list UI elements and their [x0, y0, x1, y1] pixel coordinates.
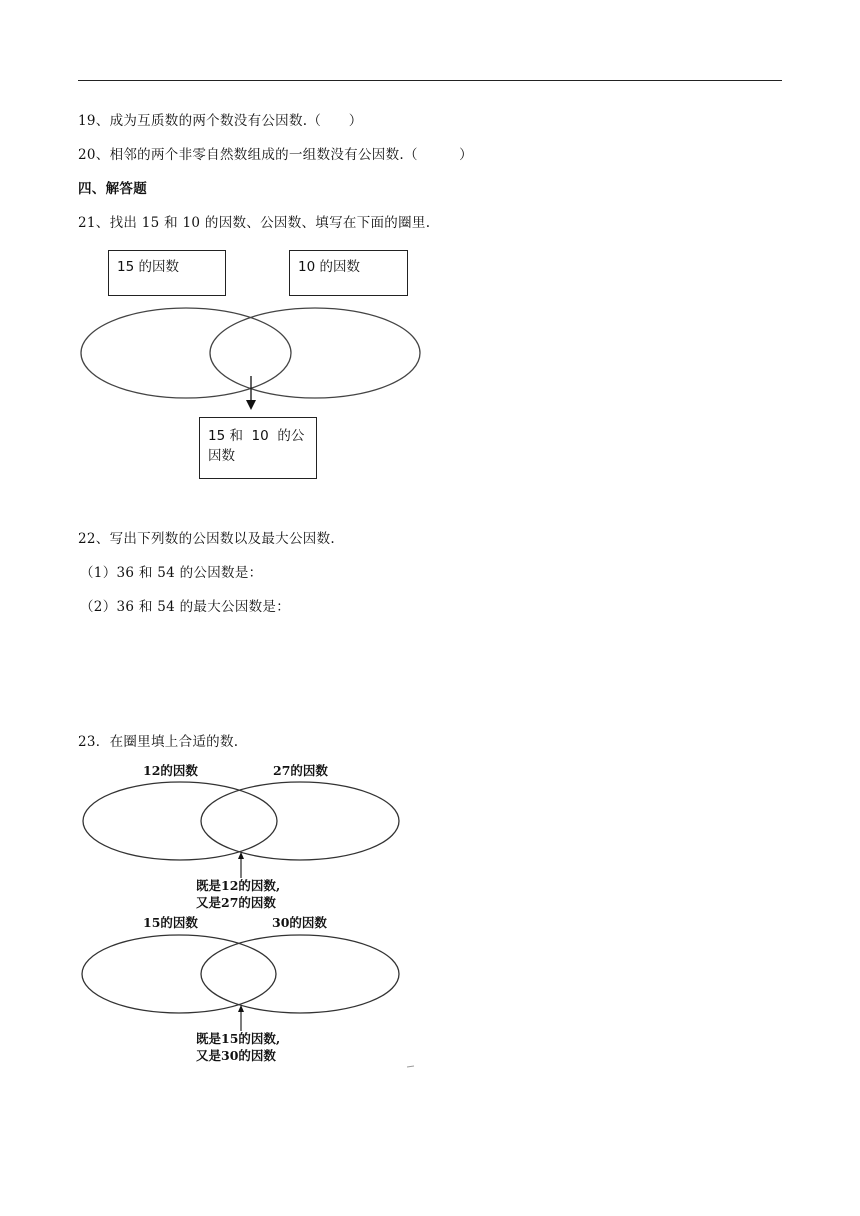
question-23: 23．在圈里填上合适的数. — [78, 734, 239, 750]
note-23a-line1: 既是12的因数, — [196, 878, 281, 893]
question-21: 21、找出 15 和 10 的因数、公因数、填写在下面的圈里. — [78, 215, 431, 231]
arrow-head — [246, 400, 256, 410]
note-23a-line2: 又是27的因数 — [196, 895, 276, 910]
box-10-factors-text: 10 的因数 — [298, 259, 360, 275]
ellipse-15 — [82, 935, 276, 1013]
question-22: 22、写出下列数的公因数以及最大公因数. — [78, 531, 335, 547]
note-23b-line2: 又是30的因数 — [196, 1048, 276, 1063]
box-15-factors-text: 15 的因数 — [117, 259, 179, 275]
figure-21 — [0, 0, 860, 500]
question-22-part2: （2）36 和 54 的最大公因数是： — [80, 599, 291, 615]
common-factors-line1: 15 和 10 的公 — [208, 428, 305, 444]
label-15-factors: 15的因数 — [143, 915, 198, 930]
ellipse-27 — [201, 782, 399, 860]
venn-diagram-21 — [0, 0, 860, 500]
common-factors-line2: 因数 — [208, 448, 235, 464]
label-27-factors: 27的因数 — [273, 763, 328, 778]
label-30-factors: 30的因数 — [272, 915, 327, 930]
question-22-part1: （1）36 和 54 的公因数是： — [80, 565, 263, 581]
note-23b-line1: 既是15的因数, — [196, 1031, 281, 1046]
note-23b — [196, 1030, 280, 1064]
venn-diagram-23b — [0, 905, 860, 1070]
figure-23b — [0, 905, 860, 1070]
label-12-factors: 12的因数 — [143, 763, 198, 778]
section-heading: 四、解答题 — [78, 181, 147, 197]
box-common-factors — [199, 417, 317, 479]
ellipse-12 — [83, 782, 277, 860]
ellipse-30 — [201, 935, 399, 1013]
ellipse-right — [210, 308, 420, 398]
question-19: 19、成为互质数的两个数没有公因数.（ ） — [78, 113, 363, 129]
ellipse-left — [81, 308, 291, 398]
figure-23a — [0, 755, 860, 910]
stray-mark — [407, 1066, 414, 1067]
venn-diagram-23a — [0, 755, 860, 910]
question-20: 20、相邻的两个非零自然数组成的一组数没有公因数.（ ） — [78, 147, 473, 163]
